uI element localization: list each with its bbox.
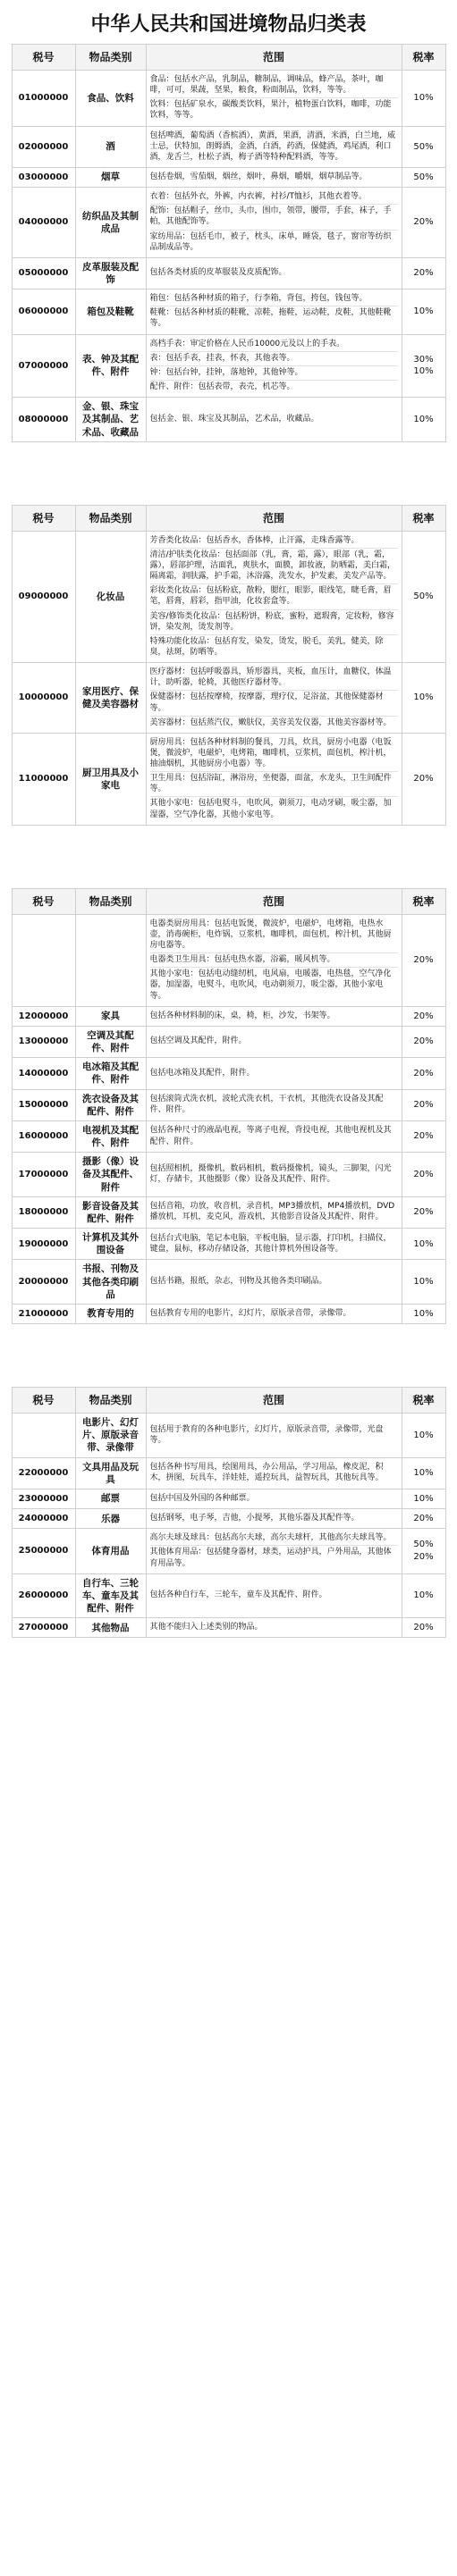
header-rate: 税率 bbox=[402, 505, 445, 531]
tax-rate-cell bbox=[402, 1304, 445, 1323]
tax-rate: 20% bbox=[413, 955, 434, 965]
range-text: 饮料：包括矿泉水，碳酸类饮料，果汁，植物蛋白饮料，咖啡，功能饮料，等等。 bbox=[149, 100, 392, 121]
tax-code: 23000000 bbox=[12, 1489, 75, 1508]
page-title: 中华人民共和国进境物品归类表 bbox=[90, 13, 367, 36]
tax-code: 25000000 bbox=[12, 1529, 75, 1573]
range-text: 其他小家电：包括电熨斗，电吹风，剃须刀，电动牙刷，吸尘器，加湿器，空气净化器，其他小家电等。 bbox=[149, 799, 392, 819]
category-name: 计算机及其外围设备 bbox=[75, 1229, 146, 1260]
range-text: 包括教育专用的电影片，幻灯片，原版录音带，录像带。 bbox=[149, 1308, 351, 1318]
tax-rate: 50% bbox=[413, 1540, 434, 1550]
tax-rate: 20% bbox=[413, 217, 434, 228]
range-cell bbox=[146, 1457, 402, 1489]
tax-code: 26000000 bbox=[12, 1573, 75, 1618]
tax-rate-cell bbox=[402, 1260, 445, 1305]
tax-code: 09000000 bbox=[12, 531, 75, 662]
tax-rate: 10% bbox=[413, 1493, 434, 1504]
range-text: 包括滚筒式洗衣机，波轮式洗衣机，干衣机，其他洗衣设备及其配件、附件。 bbox=[149, 1095, 384, 1115]
range-text: 家纺用品：包括毛巾，被子，枕头，床单，睡袋，毯子，窗帘等纺织品制成品等。 bbox=[149, 231, 392, 252]
tax-code: 03000000 bbox=[12, 167, 75, 187]
tax-rate: 50% bbox=[413, 141, 434, 152]
tax-rate: 10% bbox=[413, 1276, 434, 1287]
range-text: 配饰：包括帽子，丝巾，头巾，围巾，领带，腰带，手套，袜子，手帕，其他配饰等。 bbox=[150, 205, 398, 230]
tax-rate-cell bbox=[402, 1529, 445, 1573]
tax-rate-cell bbox=[402, 289, 445, 334]
tax-code: 20000000 bbox=[12, 1260, 75, 1305]
header-code: 税号 bbox=[12, 1388, 75, 1414]
table-row bbox=[12, 1120, 445, 1152]
tax-rate-cell bbox=[402, 1489, 445, 1508]
table-row bbox=[12, 398, 445, 442]
range-cell bbox=[146, 1006, 402, 1026]
tax-code: 10000000 bbox=[12, 663, 75, 734]
range-text: 清洁/护肤类化妆品：包括面部（乳，膏，霜，露），眼部（乳，霜，露），唇部护理，洁面乳，爽肤水，面膜，卸妆液，防晒霜，美白霜，隔离霜，润肤露，护手霜，沐浴露，洗发水，护发素，美发产品等。 bbox=[150, 549, 398, 584]
tax-rate-cell bbox=[402, 1509, 445, 1529]
range-text: 表：包括手表，挂表，怀表，其他表等。 bbox=[150, 352, 398, 366]
tax-rate: 10% bbox=[413, 1308, 434, 1319]
category-name: 其他物品 bbox=[75, 1618, 146, 1638]
category-name: 摄影（像）设备及其配件、附件 bbox=[75, 1153, 146, 1197]
range-text: 高档手表：审定价格在人民币10000元及以上的手表。 bbox=[150, 338, 398, 352]
range-text: 包括各种书写用具，绘图用具，办公用品，学习用品，橡皮泥，积木，拼图，玩具车，洋娃娃，遥控玩具，益智玩具，其他玩具等。 bbox=[149, 1463, 384, 1483]
category-name: 表、钟及其配件、附件 bbox=[75, 334, 146, 398]
range-text: 芳香类化妆品：包括香水，香体棒，止汗露，走珠香露等。 bbox=[150, 534, 398, 549]
classification-table bbox=[12, 505, 446, 826]
category-name: 文具用品及玩具 bbox=[75, 1457, 146, 1489]
tax-rate: 20% bbox=[413, 1036, 434, 1047]
tax-rate-cell bbox=[402, 914, 445, 1006]
category-name: 书报、刊物及其他各类印刷品 bbox=[75, 1260, 146, 1305]
range-text: 厨房用具：包括各种材料制的餐具，刀具，炊具，厨房小电器（电饭煲，微波炉，电磁炉，电烤箱，咖啡机，豆浆机，面包机，榨汁机，抽油烟机，其他厨房小电器）等。 bbox=[150, 736, 398, 772]
range-cell bbox=[146, 289, 402, 334]
range-text: 其他小家电：包括电动缝纫机，电风扇，电暖器，电热毯，空气净化器，加湿器，电熨斗，电吹风，电动剃须刀，吸尘器，其他小家电等。 bbox=[149, 969, 392, 1001]
range-cell bbox=[146, 1509, 402, 1529]
tax-rate-cell bbox=[402, 71, 445, 127]
range-cell bbox=[146, 914, 402, 1006]
category-name: 化妆品 bbox=[75, 531, 146, 662]
range-text: 医疗器材：包括呼吸器具，矫形器具，夹板，血压计，血糖仪，体温计，助听器，轮椅，其他医疗器材等。 bbox=[150, 666, 398, 691]
range-cell bbox=[146, 1229, 402, 1260]
table-row bbox=[12, 1304, 445, 1323]
tax-rate: 20% bbox=[413, 1551, 434, 1562]
range-text: 衣着：包括外衣，外裤，内衣裤，衬衫/T恤衫，其他衣着等。 bbox=[150, 190, 398, 205]
category-name bbox=[75, 914, 146, 1006]
range-cell bbox=[146, 1260, 402, 1305]
tax-rate: 20% bbox=[413, 1068, 434, 1078]
tax-rate: 20% bbox=[413, 1513, 434, 1523]
tax-rate-cell bbox=[402, 1006, 445, 1026]
tax-rate: 10% bbox=[413, 366, 434, 377]
category-name: 厨卫用具及小家电 bbox=[75, 733, 146, 825]
tax-code: 27000000 bbox=[12, 1618, 75, 1638]
tax-rate-cell bbox=[402, 1618, 445, 1638]
range-text: 包括钢琴，电子琴，吉他，小提琴，其他乐器及其配件等。 bbox=[149, 1514, 360, 1523]
range-cell bbox=[146, 1414, 402, 1458]
table-row bbox=[12, 531, 445, 662]
range-text: 包括各类材质的皮革服装及皮质配饰。 bbox=[149, 268, 287, 278]
tax-rate-cell bbox=[402, 1414, 445, 1458]
range-text: 配件、附件：包括表带，表壳，机芯等。 bbox=[149, 382, 295, 392]
header-range: 范围 bbox=[146, 888, 402, 914]
range-cell bbox=[146, 1058, 402, 1089]
range-cell bbox=[146, 1026, 402, 1057]
table-row bbox=[12, 1618, 445, 1638]
tax-rate-cell bbox=[402, 1058, 445, 1089]
table-row bbox=[12, 1058, 445, 1089]
range-cell bbox=[146, 1089, 402, 1120]
tax-code: 01000000 bbox=[12, 71, 75, 127]
table-row bbox=[12, 1153, 445, 1197]
tax-rate-cell bbox=[402, 663, 445, 734]
tax-rate: 50% bbox=[413, 172, 434, 182]
header-range: 范围 bbox=[146, 1388, 402, 1414]
range-text: 包括各种尺寸的液晶电视，等离子电视，背投电视，其他电视机及其配件、附件。 bbox=[149, 1126, 392, 1146]
tax-code: 13000000 bbox=[12, 1026, 75, 1057]
range-cell bbox=[146, 1573, 402, 1618]
tax-rate-cell bbox=[402, 1026, 445, 1057]
range-text: 包括各种自行车，三轮车，童车及其配件、附件。 bbox=[149, 1590, 327, 1600]
range-text: 其他体育用品：包括健身器材，球类，运动护具，户外用品，其他体育用品等。 bbox=[149, 1548, 392, 1568]
range-text: 包括台式电脑，笔记本电脑，平板电脑，显示器，打印机，扫描仪，键盘，鼠标，移动存储设备，其他计算机外围设备等。 bbox=[149, 1233, 392, 1254]
tax-rate: 10% bbox=[413, 306, 434, 317]
category-name: 自行车、三轮车、童车及其配件、附件 bbox=[75, 1573, 146, 1618]
header-category: 物品类别 bbox=[75, 505, 146, 531]
category-name: 食品、饮料 bbox=[75, 71, 146, 127]
tax-code: 16000000 bbox=[12, 1120, 75, 1152]
category-name: 电影片、幻灯片、原版录音带、录像带 bbox=[75, 1414, 146, 1458]
tax-rate: 10% bbox=[413, 692, 434, 703]
category-name: 酒 bbox=[75, 126, 146, 167]
category-name: 空调及其配件、附件 bbox=[75, 1026, 146, 1057]
tax-rate: 20% bbox=[413, 1100, 434, 1110]
header-range: 范围 bbox=[146, 45, 402, 71]
tax-code: 14000000 bbox=[12, 1058, 75, 1089]
table-row bbox=[12, 1006, 445, 1026]
tax-code: 17000000 bbox=[12, 1153, 75, 1197]
header-rate: 税率 bbox=[402, 888, 445, 914]
tax-code: 24000000 bbox=[12, 1509, 75, 1529]
range-text: 美容/修饰类化妆品：包括粉饼，粉底，蜜粉，遮瑕膏，定妆粉，修容饼，染发剂，烫发剂等。 bbox=[150, 610, 398, 635]
table-row bbox=[12, 733, 445, 825]
header-category: 物品类别 bbox=[75, 888, 146, 914]
category-name: 洗衣设备及其配件、附件 bbox=[75, 1089, 146, 1120]
range-cell bbox=[146, 1153, 402, 1197]
tax-code: 04000000 bbox=[12, 188, 75, 258]
range-cell bbox=[146, 1120, 402, 1152]
table-row bbox=[12, 1489, 445, 1508]
tax-rate: 10% bbox=[413, 93, 434, 104]
category-name: 电视机及其配件、附件 bbox=[75, 1120, 146, 1152]
tax-rate: 20% bbox=[413, 1623, 434, 1633]
tax-code: 11000000 bbox=[12, 733, 75, 825]
tax-rate: 30% bbox=[413, 354, 434, 365]
table-row bbox=[12, 663, 445, 734]
tax-rate: 10% bbox=[413, 414, 434, 424]
tax-rate-cell bbox=[402, 531, 445, 662]
tax-rate-cell bbox=[402, 1089, 445, 1120]
table-row bbox=[12, 1509, 445, 1529]
range-text: 高尔夫球及球具：包括高尔夫球，高尔夫球杆，其他高尔夫球具等。 bbox=[150, 1531, 398, 1546]
range-text: 电器类厨房用具：包括电饭煲，微波炉，电磁炉，电烤箱，电热水壶，消毒碗柜，电炸锅，豆浆机，咖啡机，面包机，榨汁机，其他厨房电器等。 bbox=[150, 918, 398, 953]
tax-code: 08000000 bbox=[12, 398, 75, 442]
category-name: 体育用品 bbox=[75, 1529, 146, 1573]
tax-rate: 10% bbox=[413, 1468, 434, 1479]
header-row bbox=[12, 45, 445, 71]
range-cell bbox=[146, 334, 402, 398]
tax-code: 02000000 bbox=[12, 126, 75, 167]
section-gap bbox=[0, 826, 457, 888]
tax-rate: 50% bbox=[413, 592, 434, 602]
table-row bbox=[12, 167, 445, 187]
table-row bbox=[12, 1260, 445, 1305]
range-text: 其他不能归入上述类别的物品。 bbox=[149, 1623, 263, 1632]
tax-code: 12000000 bbox=[12, 1006, 75, 1026]
range-text: 特殊功能化妆品：包括育发，染发，烫发，脱毛，美乳，健美，除臭，祛斑，防晒等。 bbox=[149, 636, 384, 657]
category-name: 皮革服装及配饰 bbox=[75, 257, 146, 289]
range-cell bbox=[146, 1618, 402, 1638]
range-cell bbox=[146, 188, 402, 258]
header-row bbox=[12, 1388, 445, 1414]
table-row bbox=[12, 1529, 445, 1573]
tax-code: 05000000 bbox=[12, 257, 75, 289]
tax-code: 19000000 bbox=[12, 1229, 75, 1260]
tax-rate: 10% bbox=[413, 1238, 434, 1249]
table-row bbox=[12, 1026, 445, 1057]
classification-table bbox=[12, 44, 446, 442]
table-row bbox=[12, 914, 445, 1006]
range-cell bbox=[146, 1529, 402, 1573]
table-row bbox=[12, 1414, 445, 1458]
range-cell bbox=[146, 733, 402, 825]
category-name: 箱包及鞋靴 bbox=[75, 289, 146, 334]
range-text: 箱包：包括各种材质的箱子，行李箱，背包，挎包，钱包等。 bbox=[150, 292, 398, 306]
range-text: 鞋靴：包括各种材质的鞋靴，凉鞋，拖鞋，运动鞋，皮鞋，其他鞋靴等。 bbox=[149, 308, 392, 329]
range-cell bbox=[146, 398, 402, 442]
tax-code: 22000000 bbox=[12, 1457, 75, 1489]
range-text: 包括空调及其配件，附件。 bbox=[149, 1036, 247, 1046]
table-row bbox=[12, 1457, 445, 1489]
tax-rate-cell bbox=[402, 1120, 445, 1152]
tax-rate-cell bbox=[402, 1573, 445, 1618]
table-row bbox=[12, 1573, 445, 1618]
tax-code bbox=[12, 914, 75, 1006]
header-category: 物品类别 bbox=[75, 1388, 146, 1414]
tax-rate: 20% bbox=[413, 1207, 434, 1218]
tax-rate: 10% bbox=[413, 1430, 434, 1440]
range-text: 包括各种材料制的床，桌，椅，柜，沙发，书架等。 bbox=[149, 1011, 335, 1020]
tax-rate-cell bbox=[402, 398, 445, 442]
tax-rate: 20% bbox=[413, 1131, 434, 1142]
range-text: 钟：包括台钟，挂钟，落地钟，其他钟等。 bbox=[150, 366, 398, 381]
tax-rate-cell bbox=[402, 257, 445, 289]
tax-code: 21000000 bbox=[12, 1304, 75, 1323]
table-row bbox=[12, 71, 445, 127]
range-text: 电器类卫生用具：包括电热水器，浴霸，暖风机等。 bbox=[150, 953, 398, 968]
tax-code: 07000000 bbox=[12, 334, 75, 398]
category-name: 金、银、珠宝及其制品、艺术品、收藏品 bbox=[75, 398, 146, 442]
tax-rate: 20% bbox=[413, 268, 434, 279]
category-name: 家用医疗、保健及美容器材 bbox=[75, 663, 146, 734]
range-text: 包括卷烟，雪茄烟，烟丝，烟叶，鼻烟，嚼烟，烟草制品等。 bbox=[149, 172, 368, 181]
range-text: 包括照相机，摄像机，数码相机，数码摄像机，镜头，三脚架，闪光灯，存储卡，其他摄影（像）设备及其配件、附件。 bbox=[149, 1163, 392, 1185]
range-text: 包括用于教育的各种电影片，幻灯片，原版录音带，录像带，光盘等。 bbox=[149, 1424, 384, 1445]
tax-rate-cell bbox=[402, 126, 445, 167]
category-name: 家具 bbox=[75, 1006, 146, 1026]
tax-rate-cell bbox=[402, 1229, 445, 1260]
tax-rate-cell bbox=[402, 1153, 445, 1197]
tax-rate-cell bbox=[402, 167, 445, 187]
header-range: 范围 bbox=[146, 505, 402, 531]
table-row bbox=[12, 126, 445, 167]
header-rate: 税率 bbox=[402, 45, 445, 71]
table-row bbox=[12, 1196, 445, 1228]
header-category: 物品类别 bbox=[75, 45, 146, 71]
range-cell bbox=[146, 1304, 402, 1323]
range-text: 保健器材：包括按摩椅，按摩器，理疗仪，足浴盆，其他保健器材等。 bbox=[150, 691, 398, 716]
section-gap bbox=[0, 1324, 457, 1387]
category-name: 影音设备及其配件、附件 bbox=[75, 1196, 146, 1228]
category-name: 电冰箱及其配件、附件 bbox=[75, 1058, 146, 1089]
tax-rate-cell bbox=[402, 334, 445, 398]
table-row bbox=[12, 188, 445, 258]
section-gap bbox=[0, 442, 457, 505]
range-cell bbox=[146, 663, 402, 734]
table-row bbox=[12, 1229, 445, 1260]
range-text: 包括中国及外国的各种邮票。 bbox=[149, 1493, 255, 1503]
range-cell bbox=[146, 167, 402, 187]
tax-rate: 10% bbox=[413, 1590, 434, 1601]
category-name: 邮票 bbox=[75, 1489, 146, 1508]
header-code: 税号 bbox=[12, 45, 75, 71]
header-row bbox=[12, 888, 445, 914]
header-code: 税号 bbox=[12, 888, 75, 914]
range-cell bbox=[146, 71, 402, 127]
tax-code: 15000000 bbox=[12, 1089, 75, 1120]
classification-tables bbox=[0, 44, 457, 1638]
tax-rate-cell bbox=[402, 1457, 445, 1489]
range-cell bbox=[146, 531, 402, 662]
header-rate: 税率 bbox=[402, 1388, 445, 1414]
table-row bbox=[12, 257, 445, 289]
range-cell bbox=[146, 1489, 402, 1508]
classification-table bbox=[12, 888, 446, 1324]
range-text: 食品：包括水产品，乳制品，糖制品，调味品，蜂产品，茶叶，咖啡，可可，果蔬，坚果，粮食，粉面制品，饮料，等等。 bbox=[150, 73, 398, 98]
classification-table bbox=[12, 1387, 446, 1638]
range-text: 包括书籍，报纸，杂志，刊物及其他各类印刷品。 bbox=[149, 1277, 327, 1287]
category-name: 烟草 bbox=[75, 167, 146, 187]
range-text: 包括金、银、珠宝及其制品，艺术品，收藏品。 bbox=[149, 414, 319, 424]
tax-rate-cell bbox=[402, 733, 445, 825]
tax-rate: 20% bbox=[413, 1169, 434, 1179]
category-name: 乐器 bbox=[75, 1509, 146, 1529]
table-row bbox=[12, 334, 445, 398]
category-name: 纺织品及其制成品 bbox=[75, 188, 146, 258]
range-text: 美容器材：包括蒸汽仪，嫩肤仪，美容美发仪器，其他美容器材等。 bbox=[149, 717, 392, 727]
range-text: 包括电冰箱及其配件，附件。 bbox=[149, 1068, 255, 1078]
range-text: 包括啤酒，葡萄酒（香槟酒），黄酒，果酒，清酒，米酒，白兰地，威士忌，伏特加，朗姆酒，金酒，白酒，药酒，保健酒，鸡尾酒，利口酒，龙舌兰，杜松子酒，梅子酒等特种配料酒，等等。 bbox=[149, 130, 396, 162]
header-code: 税号 bbox=[12, 505, 75, 531]
range-text: 包括音箱，功放，收音机，录音机，MP3播放机，MP4播放机，DVD播放机，耳机，麦克风，游戏机，其他影音设备及其配件、附件。 bbox=[149, 1202, 395, 1222]
tax-code: 06000000 bbox=[12, 289, 75, 334]
table-row bbox=[12, 289, 445, 334]
tax-rate: 20% bbox=[413, 1011, 434, 1021]
tax-code: 18000000 bbox=[12, 1196, 75, 1228]
range-text: 卫生用具：包括浴缸，淋浴房，坐便器，面盆，水龙头，卫生间配件等。 bbox=[150, 772, 398, 797]
tax-rate-cell bbox=[402, 188, 445, 258]
tax-rate: 20% bbox=[413, 774, 434, 785]
range-cell bbox=[146, 257, 402, 289]
header-row bbox=[12, 505, 445, 531]
range-cell bbox=[146, 1196, 402, 1228]
tax-code bbox=[12, 1414, 75, 1458]
category-name: 教育专用的 bbox=[75, 1304, 146, 1323]
range-cell bbox=[146, 126, 402, 167]
table-row bbox=[12, 1089, 445, 1120]
range-text: 彩妆类化妆品：包括粉底，散粉，腮红，眼影，眼线笔，睫毛膏，眉笔，唇膏，唇彩，指甲油，化妆套盒等。 bbox=[150, 584, 398, 609]
tax-rate-cell bbox=[402, 1196, 445, 1228]
